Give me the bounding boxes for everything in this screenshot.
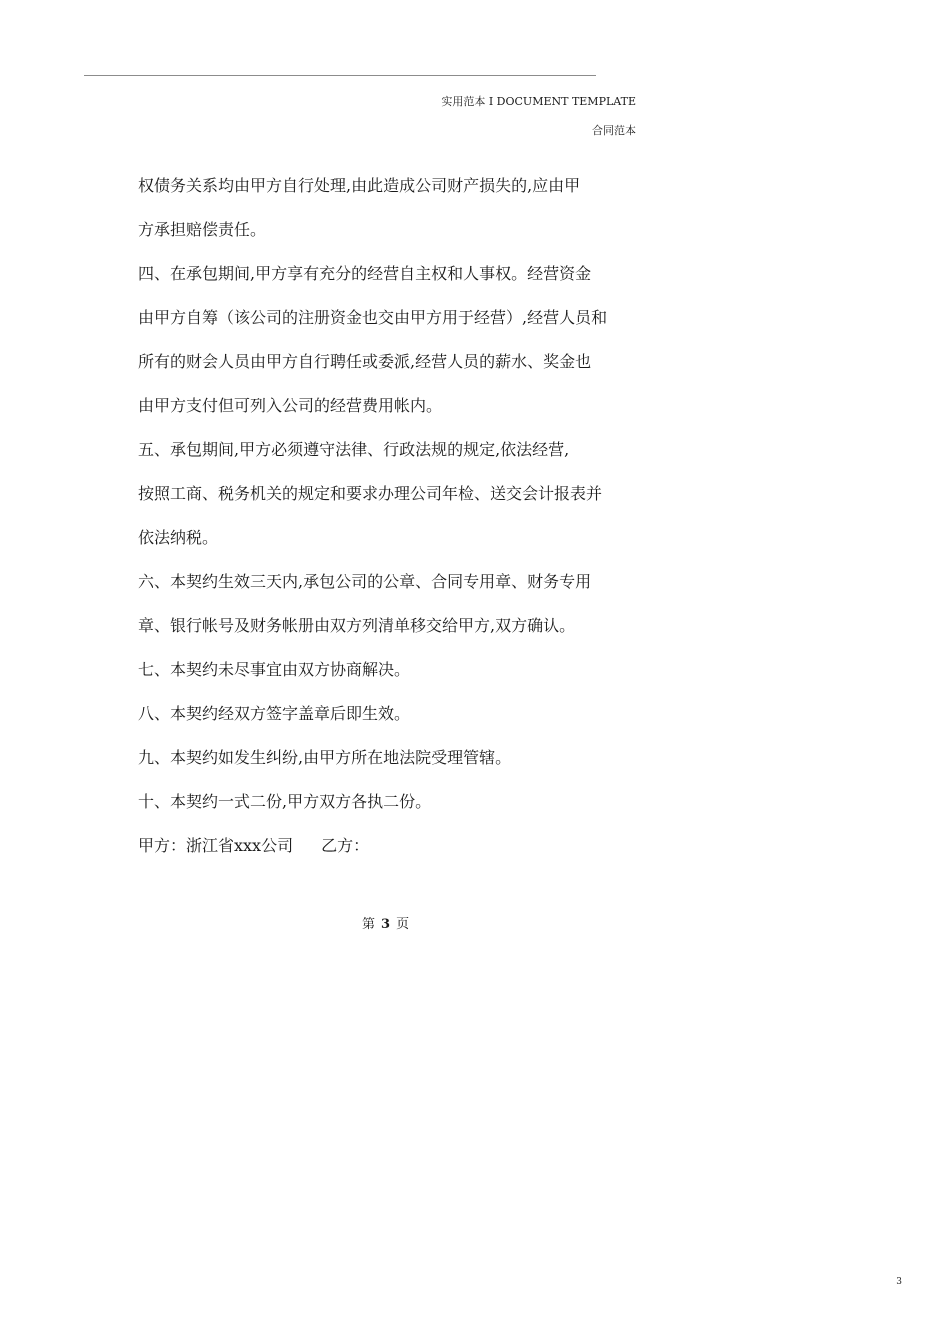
contract-clause-8: 八、本契约经双方签字盖章后即生效。	[138, 704, 411, 723]
page-number: 3	[381, 917, 391, 932]
contract-clause-4: 四、在承包期间,甲方享有充分的经营自主权和人事权。经营资金	[138, 264, 592, 283]
contract-line: 由甲方支付但可列入公司的经营费用帐内。	[138, 396, 443, 415]
contract-line: 由甲方自筹（该公司的注册资金也交由甲方用于经营）,经营人员和	[138, 308, 608, 327]
contract-line: 按照工商、税务机关的规定和要求办理公司年检、送交会计报表并	[138, 484, 603, 503]
contract-line: 所有的财会人员由甲方自行聘任或委派,经营人员的薪水、奖金也	[138, 352, 592, 371]
header-title: 实用范本 I DOCUMENT TEMPLATE	[441, 95, 636, 108]
page-prefix: 第	[362, 917, 376, 932]
contract-clause-6: 六、本契约生效三天内,承包公司的公章、合同专用章、财务专用	[138, 572, 592, 591]
party-b-label: 乙方：	[321, 836, 370, 855]
contract-clause-10: 十、本契约一式二份,甲方双方各执二份。	[138, 792, 432, 811]
header-subtitle: 合同范本	[592, 124, 636, 137]
signature-line	[138, 830, 658, 874]
party-a-label: 甲方：浙江省xxx公司	[138, 836, 294, 855]
contract-line: 依法纳税。	[138, 528, 219, 547]
contract-line: 章、银行帐号及财务帐册由双方列清单移交给甲方,双方确认。	[138, 616, 576, 635]
contract-body	[138, 170, 658, 874]
contract-line: 权债务关系均由甲方自行处理,由此造成公司财产损失的,应由甲	[138, 176, 581, 195]
page-suffix: 页	[396, 917, 410, 932]
contract-line: 方承担赔偿责任。	[138, 220, 267, 239]
contract-clause-7: 七、本契约未尽事宜由双方协商解决。	[138, 660, 411, 679]
header-divider	[84, 75, 596, 76]
corner-page-number: 3	[896, 1277, 902, 1287]
contract-clause-5: 五、承包期间,甲方必须遵守法律、行政法规的规定,依法经营,	[138, 440, 570, 459]
contract-clause-9: 九、本契约如发生纠纷,由甲方所在地法院受理管辖。	[138, 748, 512, 767]
page-footer	[362, 916, 409, 934]
